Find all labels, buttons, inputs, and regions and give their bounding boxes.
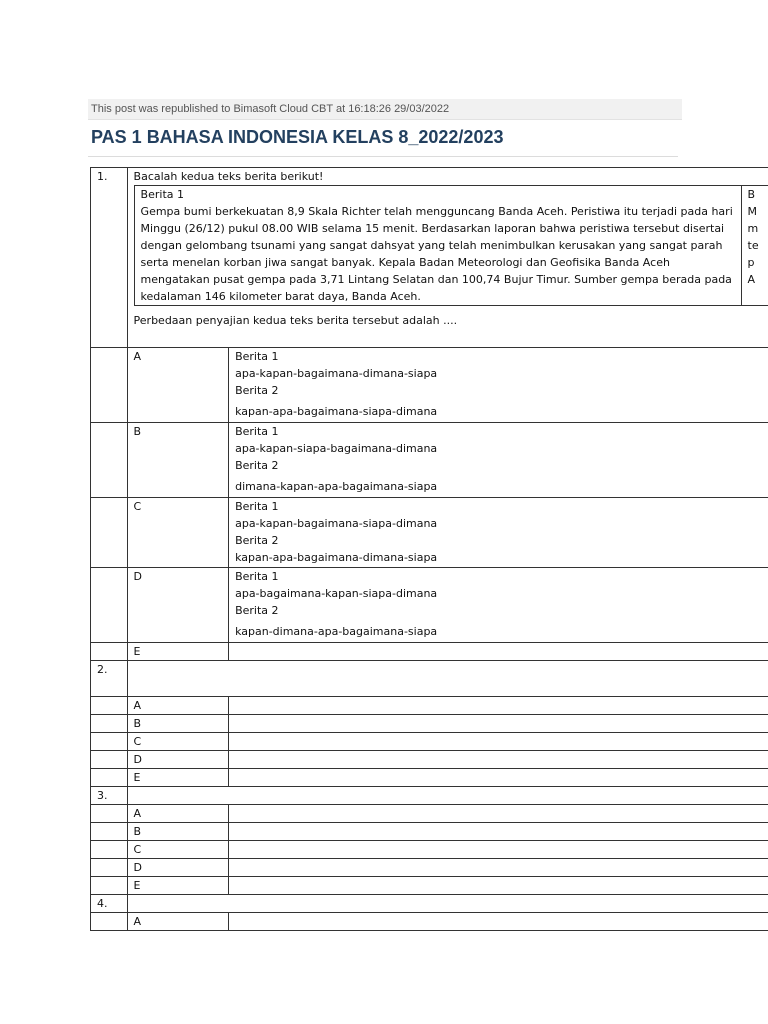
- option-row: [91, 805, 768, 823]
- berita-2-fragment: A: [747, 273, 756, 286]
- option-line: apa-bagaimana-kapan-siapa-dimana: [235, 587, 438, 600]
- option-answer: [229, 568, 768, 643]
- berita-1-title: Berita 1: [140, 188, 184, 201]
- republish-banner: This post was republished to Bimasoft Cloud CBT at 16:18:26 29/03/2022: [88, 99, 682, 120]
- option-letter: B: [127, 715, 229, 733]
- option-answer: [229, 877, 768, 895]
- option-line: kapan-apa-bagaimana-dimana-siapa: [235, 551, 438, 564]
- question-stem: [127, 787, 768, 805]
- page-title: PAS 1 BAHASA INDONESIA KELAS 8_2022/2023: [91, 127, 504, 147]
- berita-2-fragment: M: [747, 205, 758, 218]
- option-letter: E: [127, 643, 229, 661]
- question-number: 4.: [91, 895, 128, 913]
- berita-1-text: Gempa bumi berkekuatan 8,9 Skala Richter telah mengguncang Banda Aceh. Peristiwa itu terjadi pada hari Minggu (26/12) pukul 08.00 WIB selama 15 menit. Berdasarkan laporan bahwa peristiwa tersebut disertai dengan gelombang tsunami yang sangat dahsyat yang telah menimbulkan kerusakan yang sangat parah serta menelan korban jiwa sangat banyak. Kepala Badan Meteorologi dan Geofisika Banda Aceh mengatakan pusat gempa pada 3,71 Lintang Selatan dan 100,74 Bujur Timur. Sumber gempa berada pada kedalaman 146 kilometer barat daya, Banda Aceh.: [140, 205, 733, 303]
- option-answer: [229, 697, 768, 715]
- option-line: Berita 2: [235, 534, 279, 547]
- option-letter: A: [127, 913, 229, 931]
- option-letter: A: [127, 348, 229, 423]
- berita-2-cell: [741, 186, 768, 306]
- option-letter: D: [127, 859, 229, 877]
- option-line: kapan-dimana-apa-bagaimana-siapa: [235, 625, 438, 638]
- question-number: 3.: [91, 787, 128, 805]
- option-answer: [229, 715, 768, 733]
- option-answer: [229, 823, 768, 841]
- option-line: dimana-kapan-apa-bagaimana-siapa: [235, 480, 438, 493]
- question-stem: [127, 661, 768, 697]
- berita-2-fragment: m: [747, 222, 759, 235]
- option-line: apa-kapan-bagaimana-dimana-siapa: [235, 367, 438, 380]
- option-letter: B: [127, 823, 229, 841]
- berita-2-fragment: te: [747, 239, 759, 252]
- question-row-2: [91, 661, 768, 697]
- option-line: Berita 1: [235, 425, 279, 438]
- option-answer: [229, 859, 768, 877]
- berita-1-cell: [134, 186, 741, 306]
- question-row-1: [91, 168, 768, 348]
- title-divider: [88, 156, 678, 157]
- option-row: [91, 697, 768, 715]
- option-line: Berita 2: [235, 459, 279, 472]
- option-row-b: [91, 423, 768, 498]
- question-stem: [127, 895, 768, 913]
- question-number: 2.: [91, 661, 128, 697]
- option-answer: [229, 733, 768, 751]
- question-intro: Bacalah kedua teks berita berikut!: [133, 170, 324, 183]
- option-letter: A: [127, 805, 229, 823]
- option-answer: [229, 348, 768, 423]
- option-row-a: [91, 348, 768, 423]
- option-letter: A: [127, 697, 229, 715]
- option-answer: [229, 805, 768, 823]
- option-line: kapan-apa-bagaimana-siapa-dimana: [235, 405, 438, 418]
- option-answer: [229, 913, 768, 931]
- berita-2-fragment: B: [747, 188, 756, 201]
- option-answer: [229, 841, 768, 859]
- option-row: [91, 841, 768, 859]
- option-letter: C: [127, 733, 229, 751]
- option-letter: B: [127, 423, 229, 498]
- option-line: Berita 1: [235, 350, 279, 363]
- option-letter: D: [127, 751, 229, 769]
- option-row: [91, 733, 768, 751]
- option-line: apa-kapan-bagaimana-siapa-dimana: [235, 517, 438, 530]
- question-table: [90, 167, 768, 931]
- news-comparison-table: [134, 185, 768, 306]
- option-letter: E: [127, 877, 229, 895]
- option-letter: C: [127, 498, 229, 568]
- option-line: Berita 2: [235, 604, 279, 617]
- option-line: Berita 2: [235, 384, 279, 397]
- option-answer: [229, 423, 768, 498]
- option-line: Berita 1: [235, 570, 279, 583]
- option-row: [91, 877, 768, 895]
- option-line: Berita 1: [235, 500, 279, 513]
- question-number: 1.: [91, 168, 128, 348]
- option-answer: [229, 498, 768, 568]
- option-row-c: [91, 498, 768, 568]
- option-row: [91, 769, 768, 787]
- option-row: [91, 913, 768, 931]
- option-row: [91, 859, 768, 877]
- option-answer: [229, 643, 768, 661]
- option-line: apa-kapan-siapa-bagaimana-dimana: [235, 442, 438, 455]
- question-row-3: [91, 787, 768, 805]
- option-row: [91, 715, 768, 733]
- option-row: [91, 751, 768, 769]
- option-letter: D: [127, 568, 229, 643]
- option-row: [91, 823, 768, 841]
- question-row-4: [91, 895, 768, 913]
- option-row-e: [91, 643, 768, 661]
- option-row-d: [91, 568, 768, 643]
- option-letter: E: [127, 769, 229, 787]
- option-answer: [229, 769, 768, 787]
- option-answer: [229, 751, 768, 769]
- question-text: Perbedaan penyajian kedua teks berita tersebut adalah ....: [133, 314, 458, 327]
- question-stem: [127, 168, 768, 348]
- option-letter: C: [127, 841, 229, 859]
- berita-2-fragment: p: [747, 256, 755, 269]
